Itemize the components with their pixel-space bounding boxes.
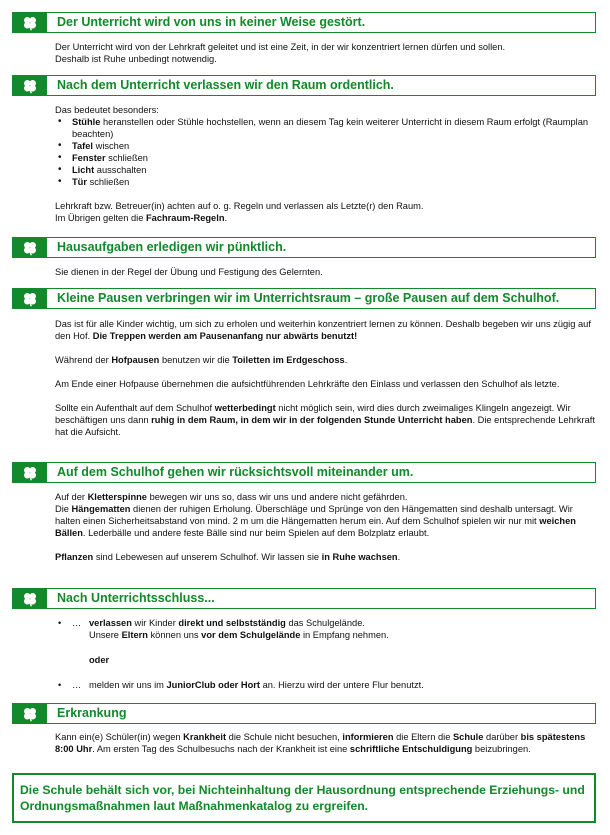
paragraph: Das ist für alle Kinder wichtig, um sich zu erholen und weiterhin konzentriert lernen zu können. Deshalb begeben wir uns zügig auf den Hof. Die Treppen werden am Pausenanfang nur abwärts benutzt! xyxy=(55,319,591,341)
list-item: • Stühle heranstellen oder Stühle hochstellen, wenn an diesem Tag kein weiterer Unterricht in diesem Raum erfolgt (Raumplan beachten) xyxy=(55,116,595,140)
paragraph: Deshalb ist Ruhe unbedingt notwendig. xyxy=(55,54,217,64)
section-body-hausaufgaben xyxy=(55,266,595,278)
separator-oder: oder xyxy=(89,655,110,665)
list-item: • … melden wir uns im JuniorClub oder Hort an. Hierzu wird der untere Flur benutzt. xyxy=(58,680,424,690)
paragraph: Pflanzen sind Lebewesen auf unserem Schulhof. Wir lassen sie in Ruhe wachsen. xyxy=(55,552,401,562)
clover-icon xyxy=(13,589,47,608)
section-title: Erkrankung xyxy=(57,706,127,720)
section-body-unterrichtsschluss xyxy=(55,617,595,691)
section-title: Auf dem Schulhof gehen wir rücksichtsvoll miteinander um. xyxy=(57,465,414,479)
section-header-schulhof xyxy=(12,462,596,483)
clover-icon xyxy=(13,13,47,32)
section-body-unterricht xyxy=(55,41,595,65)
clover-icon xyxy=(13,289,47,308)
paragraph: Während der Hofpausen benutzen wir die Toiletten im Erdgeschoss. xyxy=(55,355,348,365)
section-title: Kleine Pausen verbringen wir im Unterrichtsraum – große Pausen auf dem Schulhof. xyxy=(57,291,560,305)
paragraph: Das bedeutet besonders: xyxy=(55,105,159,115)
list-item: • Licht ausschalten xyxy=(55,164,595,176)
paragraph: Auf der Kletterspinne bewegen wir uns so, dass wir uns und andere nicht gefährden. xyxy=(55,492,408,502)
section-header-erkrankung xyxy=(12,703,596,724)
section-title: Nach Unterrichtsschluss... xyxy=(57,591,215,605)
section-body-pausen xyxy=(55,318,595,438)
section-title: Nach dem Unterricht verlassen wir den Raum ordentlich. xyxy=(57,78,394,92)
paragraph: Der Unterricht wird von der Lehrkraft geleitet und ist eine Zeit, in der wir konzentriert lernen dürfen und sollen. xyxy=(55,42,506,52)
section-header-unterricht xyxy=(12,12,596,33)
clover-icon xyxy=(13,704,47,723)
paragraph: Im Übrigen gelten die Fachraum-Regeln. xyxy=(55,213,228,223)
final-notice-text: Die Schule behält sich vor, bei Nichteinhaltung der Hausordnung entsprechende Erziehungs- und Ordnungsmaßnahmen laut Maßnahmenkatalog zu ergreifen. xyxy=(20,783,585,813)
section-body-raum xyxy=(55,104,595,224)
section-body-erkrankung xyxy=(55,731,595,755)
section-header-pausen xyxy=(12,288,596,309)
section-title: Hausaufgaben erledigen wir pünktlich. xyxy=(57,240,287,254)
section-title: Der Unterricht wird von uns in keiner Weise gestört. xyxy=(57,15,366,29)
final-notice-box xyxy=(12,773,596,823)
section-header-unterrichtsschluss xyxy=(12,588,596,609)
list-item: • Fenster schließen xyxy=(55,152,595,164)
rule-list xyxy=(55,116,595,188)
section-header-hausaufgaben xyxy=(12,237,596,258)
paragraph: Sie dienen in der Regel der Übung und Festigung des Gelernten. xyxy=(55,267,323,277)
paragraph: Kann ein(e) Schüler(in) wegen Krankheit die Schule nicht besuchen, informieren die Eltern die Schule darüber bis spätestens 8:00 Uhr. Am ersten Tag des Schulbesuchs nach der Krankheit ist eine schriftliche Entschuldigung beizubringen. xyxy=(55,732,586,754)
list-item: • … verlassen wir Kinder direkt und selbstständig das Schulgelände. Unsere Eltern können uns vor dem Schulgelände in Empfang nehmen. xyxy=(58,618,389,640)
clover-icon xyxy=(13,463,47,482)
section-body-schulhof xyxy=(55,491,595,563)
paragraph: Die Hängematten dienen der ruhigen Erholung. Überschläge und Sprünge von den Hängematten sind deshalb untersagt. Wir halten einen Sicherheitsabstand von mind. 2 m um die Hängematten herum ein. Auf dem Schulhof spielen wir nur mit weichen Bällen. Lederbälle und andere feste Bälle sind nur beim Spielen auf dem Bolzplatz erlaubt. xyxy=(55,504,576,538)
clover-icon xyxy=(13,238,47,257)
section-header-raum xyxy=(12,75,596,96)
list-item: • Tür schließen xyxy=(55,176,595,188)
clover-icon xyxy=(13,76,47,95)
paragraph: Am Ende einer Hofpause übernehmen die aufsichtführenden Lehrkräfte den Einlass und verlassen den Schulhof als letzte. xyxy=(55,379,560,389)
paragraph: Lehrkraft bzw. Betreuer(in) achten auf o. g. Regeln und verlassen als Letzte(r) den Raum. xyxy=(55,201,424,211)
list-item: • Tafel wischen xyxy=(55,140,595,152)
paragraph: Sollte ein Aufenthalt auf dem Schulhof wetterbedingt nicht möglich sein, wird dies durch zweimaliges Klingeln angezeigt. Wir beschäftigen uns dann ruhig in dem Raum, in dem wir in der folgenden Stunde Unterricht haben. Die entsprechende Lehrkraft hat die Aufsicht. xyxy=(55,403,595,437)
